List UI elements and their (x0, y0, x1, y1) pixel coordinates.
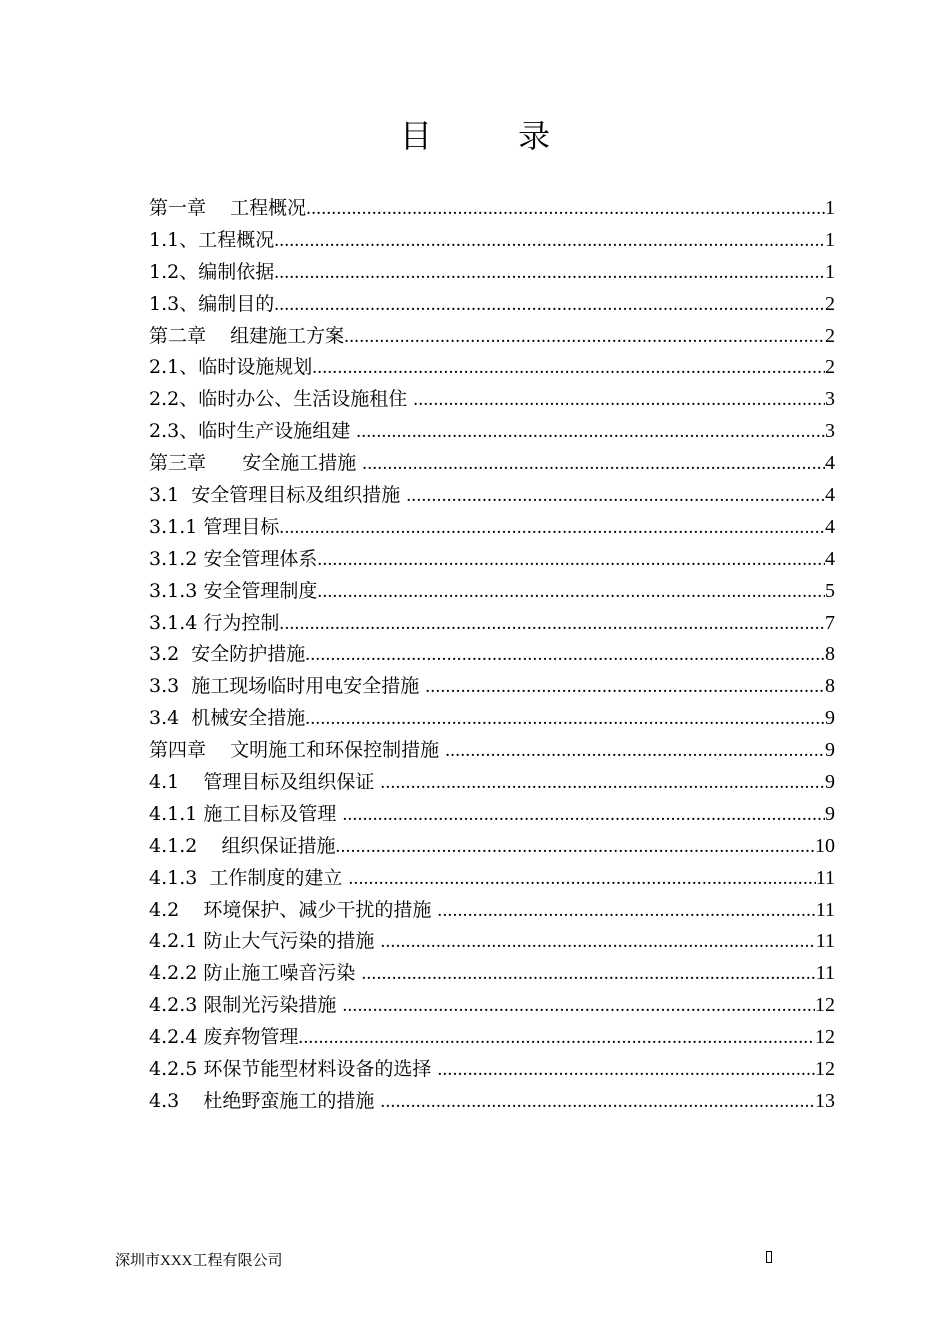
toc-entry[interactable] (149, 799, 835, 831)
toc-entry-label: 4.2.3 限制光污染措施 (149, 994, 343, 1017)
toc-entry[interactable] (149, 512, 835, 544)
toc-entry-label: 3.1 安全管理目标及组织措施 (149, 484, 407, 507)
toc-entry[interactable] (149, 1054, 835, 1086)
toc-entry-label: 4.1.1 施工目标及管理 (149, 802, 343, 825)
toc-page-number: 8 (825, 643, 835, 666)
toc-entry-label: 3.3 施工现场临时用电安全措施 (149, 675, 426, 698)
toc-dot-leader (361, 958, 815, 990)
toc-entry-label: 第二章 组建施工方案 (149, 324, 345, 347)
toc-page-number: 9 (825, 739, 835, 762)
toc-dot-leader (342, 799, 825, 831)
toc-entry-label: 4.2.2 防止施工噪音污染 (149, 962, 362, 985)
toc-dot-leader (305, 639, 825, 671)
toc-entry[interactable] (149, 671, 835, 703)
toc-dot-leader (274, 289, 825, 321)
toc-entry[interactable] (149, 863, 835, 895)
toc-entry-label: 4.2.1 防止大气污染的措施 (149, 930, 381, 953)
toc-entry[interactable] (149, 384, 835, 416)
toc-entry-label: 2.1、临时设施规划 (149, 356, 313, 379)
toc-entry[interactable] (149, 321, 835, 353)
toc-page-number: 4 (825, 547, 835, 570)
footer-company-name (115, 1250, 283, 1271)
footer-company-prefix: 深圳市 (115, 1251, 161, 1269)
toc-entry-label: 4.2.5 环保节能型材料设备的选择 (149, 1058, 438, 1081)
toc-page-number: 12 (815, 994, 835, 1017)
toc-page-number: 4 (825, 484, 835, 507)
toc-dot-leader (380, 926, 815, 958)
toc-page-number: 13 (815, 1089, 835, 1112)
toc-entry[interactable] (149, 895, 835, 927)
toc-dot-leader (344, 321, 825, 353)
toc-page-number: 10 (815, 834, 835, 857)
footer-page-marker (763, 1248, 774, 1265)
toc-entry-label: 3.1.3 安全管理制度 (149, 579, 318, 602)
toc-entry-label: 第四章 文明施工和环保控制措施 (149, 739, 446, 762)
toc-entry[interactable] (149, 416, 835, 448)
toc-dot-leader (312, 352, 825, 384)
toc-page-number: 1 (825, 228, 835, 251)
toc-entry-label: 4.2.4 废弃物管理 (149, 1026, 299, 1049)
toc-page-number: 9 (825, 771, 835, 794)
toc-entry[interactable] (149, 703, 835, 735)
toc-page-number: 7 (825, 611, 835, 634)
toc-entry-label: 4.3 杜绝野蛮施工的措施 (149, 1089, 381, 1112)
toc-entry[interactable] (149, 639, 835, 671)
toc-entry[interactable] (149, 990, 835, 1022)
toc-entry-label: 1.1、工程概况 (149, 228, 275, 251)
page-title: 目 录 (399, 117, 589, 155)
toc-entry[interactable] (149, 958, 835, 990)
table-of-contents (149, 193, 835, 1118)
toc-entry-label: 3.1.1 管理目标 (149, 515, 280, 538)
footer-company-latin: XXX (160, 1253, 193, 1269)
toc-page-number: 4 (825, 515, 835, 538)
toc-page-number: 11 (815, 930, 835, 953)
toc-entry-label: 3.2 安全防护措施 (149, 643, 306, 666)
toc-page-number: 3 (825, 388, 835, 411)
toc-entry[interactable] (149, 735, 835, 767)
toc-entry[interactable] (149, 831, 835, 863)
toc-page-number: 1 (825, 197, 835, 219)
toc-entry[interactable] (149, 767, 835, 799)
toc-dot-leader (445, 735, 825, 767)
toc-page-number: 8 (825, 675, 835, 698)
toc-page-number: 2 (825, 292, 835, 315)
toc-page-number: 2 (825, 324, 835, 347)
toc-entry-label: 3.1.4 行为控制 (149, 611, 280, 634)
toc-dot-leader (425, 671, 825, 703)
footer-company-suffix: 工程有限公司 (192, 1251, 283, 1269)
toc-entry-label: 2.2、临时办公、生活设施租住 (149, 388, 414, 411)
toc-entry[interactable] (149, 1086, 835, 1118)
toc-entry[interactable] (149, 926, 835, 958)
toc-page-number: 1 (825, 260, 835, 283)
toc-dot-leader (317, 576, 825, 608)
toc-dot-leader (342, 990, 815, 1022)
toc-dot-leader (380, 1086, 815, 1118)
toc-dot-leader (305, 703, 825, 735)
toc-page-number: 9 (825, 707, 835, 730)
toc-page-number: 11 (815, 866, 835, 889)
toc-entry[interactable] (149, 448, 835, 480)
toc-entry-label: 3.4 机械安全措施 (149, 707, 306, 730)
toc-dot-leader (406, 480, 825, 512)
toc-page-number: 5 (825, 579, 835, 602)
toc-entry-label: 1.2、编制依据 (149, 260, 275, 283)
toc-entry-label: 第三章 安全施工措施 (149, 452, 363, 475)
toc-dot-leader (362, 448, 825, 480)
toc-entry[interactable] (149, 576, 835, 608)
toc-dot-leader (279, 512, 825, 544)
toc-dot-leader (380, 767, 825, 799)
toc-dot-leader (274, 225, 825, 257)
toc-page-number: 11 (815, 962, 835, 985)
toc-dot-leader (274, 257, 825, 289)
toc-dot-leader (317, 544, 825, 576)
toc-entry[interactable] (149, 480, 835, 512)
toc-entry[interactable] (149, 193, 835, 225)
toc-entry[interactable] (149, 352, 835, 384)
toc-entry-label: 3.1.2 安全管理体系 (149, 547, 318, 570)
toc-dot-leader (306, 193, 825, 225)
toc-dot-leader (356, 416, 825, 448)
toc-entry[interactable] (149, 257, 835, 289)
toc-dot-leader (336, 831, 815, 863)
toc-entry[interactable] (149, 544, 835, 576)
toc-page-number: 12 (815, 1026, 835, 1049)
toc-entry[interactable] (149, 1022, 835, 1054)
toc-page-number: 2 (825, 356, 835, 379)
toc-dot-leader (279, 608, 825, 640)
toc-page-number: 11 (815, 898, 835, 921)
toc-entry[interactable] (149, 225, 835, 257)
toc-entry-label: 4.2 环境保护、减少干扰的措施 (149, 898, 438, 921)
toc-dot-leader (348, 863, 815, 895)
toc-page-number: 4 (825, 452, 835, 475)
toc-entry[interactable] (149, 608, 835, 640)
toc-entry-label: 4.1.2 组织保证措施 (149, 834, 336, 857)
toc-entry-label: 1.3、编制目的 (149, 292, 275, 315)
toc-entry-label: 4.1.3 工作制度的建立 (149, 866, 349, 889)
toc-dot-leader (437, 1054, 815, 1086)
toc-page-number: 12 (815, 1058, 835, 1081)
missing-glyph-icon (766, 1251, 772, 1263)
toc-dot-leader (413, 384, 825, 416)
toc-page-number: 9 (825, 802, 835, 825)
toc-dot-leader (437, 895, 815, 927)
toc-entry[interactable] (149, 289, 835, 321)
toc-page-number: 3 (825, 420, 835, 443)
toc-entry-label: 2.3、临时生产设施组建 (149, 420, 357, 443)
toc-entry-label: 第一章 工程概况 (149, 197, 307, 219)
toc-dot-leader (298, 1022, 815, 1054)
toc-entry-label: 4.1 管理目标及组织保证 (149, 771, 381, 794)
